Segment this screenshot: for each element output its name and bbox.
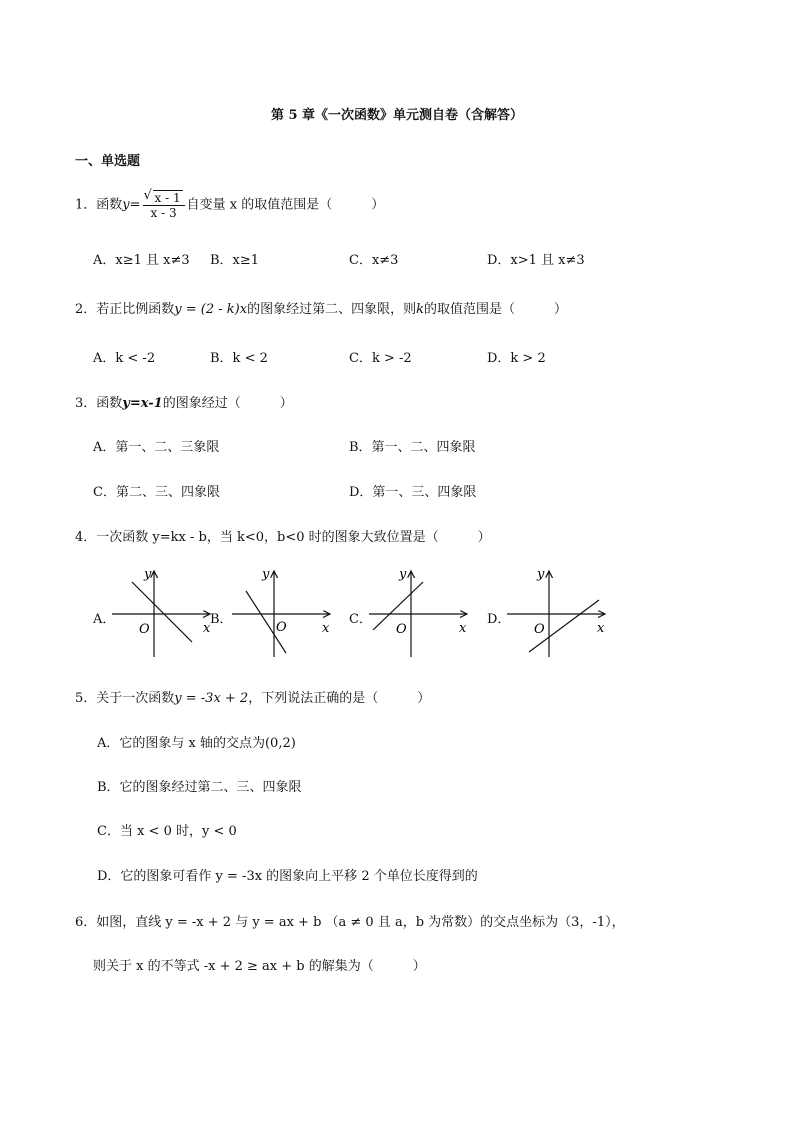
x-axis-label: x: [459, 621, 467, 636]
question-3-prefix: 3．函数: [75, 396, 123, 411]
y-axis-label: y: [537, 567, 545, 582]
y-axis-label: y: [399, 567, 407, 582]
question-3-formula: y=x-1: [122, 396, 163, 411]
question-5-option-c: C．当 x < 0 时，y < 0: [97, 824, 237, 839]
graph-c-label: C．: [349, 612, 372, 627]
question-3-option-c: C．第二、三、四象限: [93, 485, 220, 500]
question-6-line-2: 则关于 x 的不等式 -x + 2 ≥ ax + b 的解集为（ ）: [93, 959, 426, 974]
question-3-option-a: A．第一、二、三象限: [93, 440, 220, 455]
question-1: [75, 190, 384, 220]
question-1-text: 自变量 x 的取值范围是（ ）: [186, 197, 385, 213]
graph-a-label: A．: [93, 612, 116, 627]
question-3-suffix: 的图象经过（ ）: [162, 396, 293, 411]
graph-c: [367, 565, 477, 660]
question-5-option-a: A．它的图象与 x 轴的交点为(0,2): [97, 736, 296, 751]
y-axis-label: y: [144, 567, 152, 582]
question-2: [75, 298, 567, 317]
question-1-option-c: C．x≠3: [349, 253, 399, 268]
question-5-formula: y = -3x + 2: [174, 691, 249, 706]
x-axis-label: x: [322, 621, 330, 636]
question-1-number: 1．函数: [75, 197, 123, 213]
graph-d-label: D．: [487, 612, 511, 627]
x-axis-label: x: [203, 621, 211, 636]
graph-a: [110, 565, 220, 660]
question-5-prefix: 5．关于一次函数: [75, 691, 175, 706]
question-5-suffix: ，下列说法正确的是（ ）: [248, 691, 431, 706]
page-title: 第 5 章《一次函数》单元测自卷（含解答）: [270, 108, 524, 123]
question-2-suffix: 的取值范围是（ ）: [423, 302, 567, 317]
question-1-option-b: B．x≥1: [210, 253, 260, 268]
graph-b-label: B．: [210, 612, 233, 627]
graph-d: [505, 565, 615, 660]
graph-b: [230, 565, 340, 660]
question-2-k: k: [416, 302, 424, 317]
question-3-option-b: B．第一、二、四象限: [349, 440, 476, 455]
question-2-option-c: C．k > -2: [349, 351, 412, 366]
question-2-formula: y = (2 - k)x: [174, 302, 248, 317]
question-1-denominator: x - 3: [143, 205, 185, 220]
question-6-line-1: 6．如图，直线 y = -x + 2 与 y = ax + b （a ≠ 0 且 a，b 为常数）的交点坐标为（3，-1），: [75, 915, 625, 930]
origin-label: O: [276, 620, 287, 635]
origin-label: O: [396, 622, 407, 637]
question-1-y: y=: [122, 197, 141, 213]
x-axis-label: x: [597, 621, 605, 636]
question-2-option-d: D．k > 2: [487, 351, 546, 366]
question-2-prefix: 2．若正比例函数: [75, 302, 175, 317]
section-heading: 一、单选题: [75, 154, 141, 169]
question-4-text: 4．一次函数 y=kx - b，当 k<0，b<0 时的图象大致位置是（ ）: [75, 530, 491, 545]
question-5-option-b: B．它的图象经过第二、三、四象限: [97, 780, 302, 795]
question-5: [75, 687, 430, 706]
question-1-numerator: √ x - 1: [153, 190, 183, 205]
question-3: [75, 392, 293, 411]
origin-label: O: [139, 622, 150, 637]
question-2-middle: 的图象经过第二、四象限，则: [247, 302, 417, 317]
y-axis-label: y: [262, 567, 270, 582]
question-1-option-a: A．x≥1 且 x≠3: [93, 253, 190, 268]
question-2-option-a: A．k < -2: [93, 351, 156, 366]
origin-label: O: [534, 622, 545, 637]
question-1-fraction: [143, 190, 185, 220]
question-3-option-d: D．第一、三、四象限: [349, 485, 477, 500]
question-5-option-d: D．它的图象可看作 y = -3x 的图象向上平移 2 个单位长度得到的: [97, 869, 478, 884]
question-2-option-b: B．k < 2: [210, 351, 268, 366]
question-1-option-d: D．x>1 且 x≠3: [487, 253, 585, 268]
